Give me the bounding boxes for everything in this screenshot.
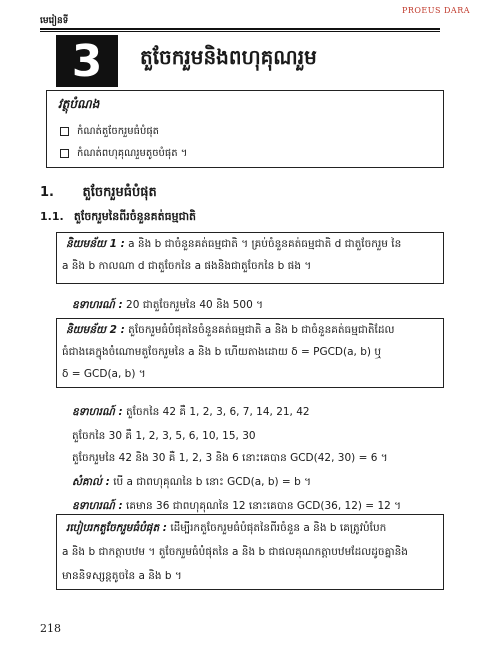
- objective-item: [60, 146, 187, 161]
- method-text: a និង b ជាកត្តាបឋម ។ តួចែករួមធំបំផុតនៃ a និង b ជាផលគុណកត្តាបឋមដែលដូចគ្នានិង: [62, 546, 408, 558]
- remark-text: បើ a ជាពហុគុណនៃ b នោះ GCD(a, b) = b ។: [113, 476, 311, 488]
- header-rule-thin: [40, 31, 440, 32]
- example-text: គេមាន 36 ជាពហុគុណនៃ 12 នោះគេបាន GCD(36, 12) = 12 ។: [126, 500, 402, 512]
- objective-text: កំណត់តួចែករួមធំបំផុត: [77, 126, 160, 137]
- chapter-title: តួចែករួមនិងពហុគុណរួម: [140, 45, 317, 69]
- remark-label: សំគាល់ :: [72, 476, 110, 488]
- lesson-label: មេរៀនទី: [40, 16, 69, 26]
- section-title: តួចែករួមធំបំផុត: [82, 185, 157, 200]
- objective-text: កំណត់ពហុគុណរួមតូចបំផុត ។: [77, 148, 188, 159]
- method-line: [66, 522, 386, 537]
- method-label: របៀបរកតួចែករួមធំបំផុត :: [66, 522, 167, 534]
- method-text: ដើម្បីរកតួចែករួមធំបំផុតនៃពីរចំនួន a និង b គេត្រូវបំបែក: [170, 522, 387, 534]
- example-label: ឧទាហរណ៍ :: [72, 406, 123, 418]
- objective-item: [60, 124, 159, 139]
- header-rule: [40, 28, 440, 30]
- subsection-title: តួចែករួមនៃពីរចំនួនគត់ធម្មជាតិ: [73, 210, 197, 223]
- example-text: 20 ជាតួចែករួមនៃ 40 និង 500 ។: [126, 299, 264, 311]
- remark-line: [72, 476, 311, 491]
- section-number: 1.: [40, 185, 54, 200]
- checkbox-icon: [60, 127, 69, 136]
- objectives-title: វត្ថុបំណង: [58, 97, 100, 111]
- example-line: [72, 500, 401, 515]
- watermark: PROEUS DARA: [401, 6, 470, 15]
- checkbox-icon: [60, 149, 69, 158]
- method-text: មាននិទស្សន្តតូចនៃ a និង b ។: [62, 570, 182, 582]
- definition-text: ធំជាងគេក្នុងចំណោមតួចែករួមនៃ a និង b ហើយតាងដោយ δ = PGCD(a, b) ឬ: [62, 346, 381, 358]
- chapter-number-box: [56, 35, 118, 87]
- example-label: ឧទាហរណ៍ :: [72, 500, 123, 512]
- example-line: [72, 299, 263, 314]
- section-heading: [40, 184, 157, 203]
- example-text: តួចែកនៃ 42 គឺ 1, 2, 3, 6, 7, 14, 21, 42: [126, 406, 310, 418]
- subsection-heading: [40, 210, 196, 226]
- example-text: តួចែករួមនៃ 42 និង 30 គឺ 1, 2, 3 និង 6 នោះគេបាន GCD(42, 30) = 6 ។: [72, 452, 388, 464]
- definition-text: តួចែករួមធំបំផុតនៃចំនួនគត់ធម្មជាតិ a និង b ជាចំនួនគត់ធម្មជាតិដែល: [128, 324, 395, 336]
- example-text: តួចែកនៃ 30 គឺ 1, 2, 3, 5, 6, 10, 15, 30: [72, 430, 256, 442]
- definition-line: [66, 238, 401, 253]
- page-number: 218: [40, 622, 61, 635]
- subsection-number: 1.1.: [40, 210, 64, 223]
- definition-text: a និង b កាលណា d ជាតួចែកនៃ a ផងនិងជាតួចែកនៃ b ផង ។: [62, 260, 312, 272]
- example-label: ឧទាហរណ៍ :: [72, 299, 123, 311]
- definition-label: និយមន័យ 1 :: [66, 238, 125, 250]
- chapter-number: 3: [71, 35, 103, 87]
- definition-text: a និង b ជាចំនួនគត់ធម្មជាតិ ។ គ្រប់ចំនួនគត់ធម្មជាតិ d ជាតួចែករួម នៃ: [128, 238, 402, 250]
- definition-label: និយមន័យ 2 :: [66, 324, 125, 336]
- definition-text: δ = GCD(a, b) ។: [62, 368, 146, 380]
- example-line: [72, 406, 310, 421]
- definition-line: [66, 324, 395, 339]
